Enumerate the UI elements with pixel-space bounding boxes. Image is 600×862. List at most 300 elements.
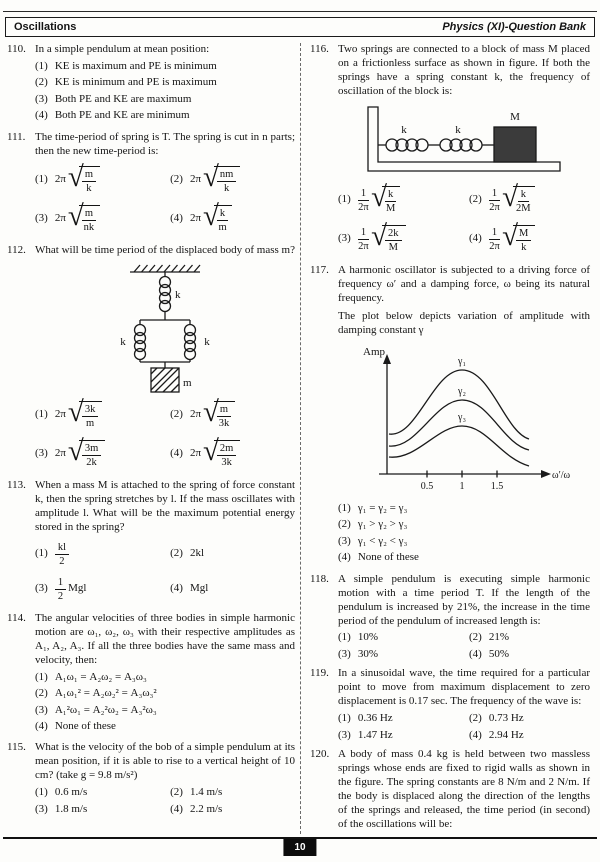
- fraction: [217, 169, 236, 194]
- question-body: [35, 131, 295, 239]
- question-text-2: The plot below depicts variation of amplitude with damping constant γ: [338, 309, 590, 336]
- question-112: [7, 244, 295, 474]
- option-content: [189, 395, 235, 430]
- question-number: 111.: [7, 130, 26, 143]
- question-body: [338, 264, 590, 568]
- option-label: (3): [35, 582, 48, 595]
- question-text: The time-period of spring is T. The spring is cut in n parts; then the new time-period is:: [35, 130, 295, 157]
- option-content: [190, 582, 208, 596]
- fraction-numerator: 1: [489, 188, 500, 201]
- fraction-denominator: 2M: [516, 202, 531, 214]
- option: [35, 704, 295, 718]
- option-text: 1.4 m/s: [189, 786, 223, 799]
- option-content: [54, 199, 100, 234]
- top-rule: [3, 11, 597, 12]
- option: [35, 577, 166, 602]
- question-body: [338, 573, 590, 663]
- option-content: [55, 671, 147, 685]
- radical-sign-icon: √: [67, 434, 84, 467]
- fraction: [82, 208, 96, 233]
- question-number: 120.: [310, 748, 330, 761]
- fraction-numerator: m: [82, 208, 96, 221]
- fraction: [358, 188, 369, 213]
- option-text: 30%: [357, 648, 378, 661]
- option-text: 2π: [54, 408, 66, 421]
- option-content: [55, 720, 116, 734]
- fraction: [385, 228, 402, 253]
- fraction-denominator: 2: [57, 590, 64, 602]
- option-text: 2kl: [189, 547, 204, 560]
- fraction-denominator: k: [224, 182, 230, 194]
- option: [338, 712, 465, 726]
- option: [35, 687, 295, 701]
- option-label: (3): [338, 729, 351, 742]
- option-label: (2): [170, 408, 183, 421]
- fraction: [82, 169, 96, 194]
- option-text: Mgl: [68, 582, 87, 595]
- option-text: 0.6 m/s: [54, 786, 88, 799]
- option-label: (2): [170, 547, 183, 560]
- left-column: [5, 43, 300, 834]
- option: [35, 720, 295, 734]
- option: [35, 60, 295, 74]
- option-label: (1): [338, 193, 351, 206]
- square-root: [203, 395, 235, 430]
- option-text: 0.73 Hz: [488, 712, 524, 725]
- option-text: γ₁ < γ₂ < γ₃: [357, 534, 408, 547]
- option-label: (1): [35, 173, 48, 186]
- option-text: None of these: [54, 719, 116, 732]
- radical-sign-icon: √: [67, 395, 84, 428]
- option-content: [55, 577, 87, 602]
- option-content: [489, 219, 536, 254]
- question-number: 117.: [310, 263, 329, 276]
- question-number: 114.: [7, 611, 26, 624]
- options: [35, 160, 295, 234]
- fraction-denominator: k: [86, 182, 92, 194]
- option: [170, 803, 295, 817]
- options: [338, 502, 590, 565]
- amplitude-damping-chart: [349, 342, 579, 497]
- fraction-numerator: k: [217, 208, 228, 221]
- fraction: [217, 443, 236, 468]
- fraction-numerator: k: [385, 189, 396, 202]
- square-root: [502, 219, 535, 254]
- right-column: [300, 43, 595, 834]
- question-110: [7, 43, 295, 126]
- option-content: [358, 219, 406, 254]
- option-label: (4): [469, 232, 482, 245]
- fraction: [82, 404, 99, 429]
- option-content: [189, 160, 240, 195]
- option-label: (1): [338, 712, 351, 725]
- option-content: [358, 648, 378, 662]
- question-text: In a sinusoidal wave, the time required for a particular point to move from maximum displacement to zero displacement is 0.17 sec. The frequency of the wave is:: [338, 667, 590, 708]
- option-text: A₁ω₁² = A₂ω₂² = A₃ω₃²: [54, 687, 157, 700]
- option: [338, 729, 465, 743]
- option-text: A₁ω₁ = A₂ω₂ = A₃ω₃: [54, 670, 147, 683]
- option-label: (1): [338, 631, 351, 644]
- square-root: [67, 395, 102, 430]
- fraction-numerator: 1: [55, 577, 66, 590]
- radical-sign-icon: √: [371, 180, 387, 213]
- option-text: 2π: [54, 212, 66, 225]
- question-116: [310, 43, 590, 259]
- option: [35, 786, 166, 800]
- option-label: (4): [469, 729, 482, 742]
- fraction-numerator: 3k: [82, 404, 99, 417]
- fraction: [217, 404, 231, 429]
- option-label: (3): [35, 803, 48, 816]
- radical-sign-icon: √: [67, 199, 84, 232]
- option-text: γ₁ = γ₂ = γ₃: [357, 501, 408, 514]
- radical-sign-icon: √: [203, 199, 219, 232]
- option-text: 0.36 Hz: [357, 712, 393, 725]
- figure-resonance-plot: [338, 342, 590, 497]
- spring-label-k-top: k: [175, 288, 181, 301]
- square-root: [371, 219, 405, 254]
- question-body: [35, 43, 295, 126]
- option: [469, 180, 590, 215]
- radical-sign-icon: √: [203, 160, 219, 193]
- x-tick-1: 1: [459, 480, 465, 492]
- option-label: (1): [338, 501, 351, 514]
- page-header: [5, 17, 595, 37]
- x-tick-0.5: 0.5: [420, 480, 434, 492]
- question-number: 116.: [310, 43, 329, 55]
- fraction-denominator: 2k: [86, 456, 97, 468]
- option-label: (4): [35, 109, 48, 122]
- option-label: (2): [469, 712, 482, 725]
- option: [469, 712, 590, 726]
- fraction-denominator: m: [218, 221, 227, 233]
- square-root: [203, 434, 240, 469]
- fraction: [358, 227, 369, 252]
- option-text: 2.94 Hz: [488, 729, 524, 742]
- fraction-numerator: m: [217, 404, 231, 417]
- question-body: [35, 244, 295, 474]
- spring-block-diagram: [352, 103, 577, 179]
- option-text: Both PE and KE are maximum: [54, 92, 192, 105]
- options: [35, 60, 295, 123]
- radical-sign-icon: √: [203, 395, 219, 428]
- figure-spring-block-horizontal: [338, 103, 590, 179]
- radical-sign-icon: √: [502, 180, 519, 213]
- question-body: [338, 667, 590, 743]
- option-label: (3): [35, 92, 48, 105]
- question-text: What is the velocity of the bob of a simple pendulum at its mean position, if it is able to rise to a vertical height of 10 cm? (take g = 9.8 m/s²): [35, 741, 295, 782]
- fraction-denominator: nk: [83, 221, 95, 233]
- option-content: [489, 180, 535, 215]
- option-text: KE is maximum and PE is minimum: [54, 59, 217, 72]
- option-content: [55, 542, 69, 567]
- option: [338, 631, 465, 645]
- question-number: 118.: [310, 572, 329, 585]
- fraction-numerator: 1: [489, 227, 500, 240]
- option-content: [358, 631, 378, 645]
- option-content: [189, 199, 232, 234]
- question-body: [35, 612, 295, 737]
- option-label: (3): [35, 703, 48, 716]
- option: [170, 577, 295, 602]
- options: [35, 786, 295, 817]
- fraction-numerator: 1: [358, 188, 369, 201]
- option: [35, 160, 166, 195]
- radical-sign-icon: √: [203, 434, 219, 467]
- option-text: None of these: [357, 551, 419, 564]
- option-label: (4): [170, 212, 183, 225]
- question-number: 115.: [7, 741, 26, 754]
- option: [35, 434, 166, 469]
- option-text: 10%: [357, 631, 378, 644]
- options: [338, 712, 590, 743]
- fraction: [489, 227, 500, 252]
- question-body: [338, 748, 590, 832]
- page-number: 10: [283, 839, 316, 856]
- option-content: [54, 395, 102, 430]
- fraction-numerator: 2k: [385, 228, 402, 241]
- option-label: (4): [170, 447, 183, 460]
- option-content: [489, 712, 524, 726]
- option-label: (2): [35, 76, 48, 89]
- option-text: 2π: [54, 447, 66, 460]
- fraction-numerator: k: [518, 189, 529, 202]
- question-number: 110.: [7, 43, 26, 55]
- fraction-denominator: m: [85, 417, 95, 429]
- fraction: [55, 542, 69, 567]
- option-label: (2): [469, 631, 482, 644]
- option: [469, 631, 590, 645]
- question-body: [338, 43, 590, 259]
- option: [469, 219, 590, 254]
- figure-spring-system-vertical: [35, 262, 295, 394]
- fraction-numerator: 1: [358, 227, 369, 240]
- fraction: [55, 577, 66, 602]
- option: [170, 160, 295, 195]
- fraction-denominator: 2π: [358, 201, 369, 213]
- option-text: 1.47 Hz: [357, 729, 393, 742]
- fraction: [489, 188, 500, 213]
- question-118: [310, 573, 590, 663]
- spring-label-k-right: k: [204, 335, 210, 348]
- square-root: [67, 160, 100, 195]
- question-number: 119.: [310, 667, 329, 680]
- square-root: [502, 180, 535, 215]
- option-text: 1.8 m/s: [54, 803, 88, 816]
- option-content: [54, 434, 105, 469]
- option-text: 2π: [189, 173, 201, 186]
- spring-label-k-2: k: [454, 123, 461, 136]
- option-text: 21%: [488, 631, 510, 644]
- option-content: [358, 535, 408, 549]
- option-text: 50%: [488, 648, 510, 661]
- fraction-denominator: M: [385, 202, 396, 214]
- fraction: [516, 228, 531, 253]
- question-119: [310, 667, 590, 743]
- option-text: A₁²ω₁ = A₂²ω₂ = A₃²ω₃: [54, 703, 157, 716]
- option-label: (1): [35, 408, 48, 421]
- option-label: (1): [35, 59, 48, 72]
- option-content: [358, 729, 393, 743]
- option: [170, 542, 295, 567]
- option: [35, 109, 295, 123]
- question-body: [35, 479, 295, 607]
- radical-sign-icon: √: [67, 160, 84, 193]
- curve-label-gamma1: γ₁: [458, 355, 466, 367]
- option-label: (3): [338, 648, 351, 661]
- option: [338, 535, 590, 549]
- fraction-numerator: M: [516, 228, 531, 241]
- option-label: (1): [35, 786, 48, 799]
- option-content: [55, 109, 190, 123]
- square-root: [203, 160, 240, 195]
- option-content: [358, 518, 408, 532]
- radical-sign-icon: √: [371, 219, 387, 252]
- x-axis-label: ω′/ω: [552, 469, 571, 481]
- option-text: Both PE and KE are minimum: [54, 109, 190, 122]
- option: [338, 551, 590, 565]
- x-tick-1.5: 1.5: [490, 480, 504, 492]
- option-content: [189, 434, 240, 469]
- fraction-numerator: kl: [55, 542, 69, 555]
- options: [338, 631, 590, 662]
- option-content: [489, 729, 524, 743]
- square-root: [67, 434, 105, 469]
- spring-label-k-1: k: [400, 123, 407, 136]
- question-114: [7, 612, 295, 737]
- option-content: [55, 786, 87, 800]
- options: [338, 180, 590, 254]
- options: [35, 671, 295, 734]
- option: [338, 180, 465, 215]
- question-text: Two springs are connected to a block of mass M placed on a frictionless surface as shown in figure. If both the springs have a spring constant k, the frequency of oscillation of the block is:: [338, 43, 590, 97]
- option-label: (2): [170, 173, 183, 186]
- option: [469, 648, 590, 662]
- option-label: (3): [338, 534, 351, 547]
- option-label: (1): [35, 670, 48, 683]
- option-content: [55, 687, 157, 701]
- option: [170, 395, 295, 430]
- question-text: A harmonic oscillator is subjected to a driving force of frequency ω′ and a damping force, ω being its natural frequency.: [338, 263, 590, 304]
- question-text: A simple pendulum is executing simple harmonic motion with a time period T. If the length of the pendulum is increased by 21%, the increase in the time period of the pendulum of increased length is:: [338, 572, 590, 627]
- option-label: (3): [338, 232, 351, 245]
- book-title: Physics (XI)-Question Bank: [442, 21, 586, 33]
- fraction-denominator: M: [388, 241, 398, 253]
- spring-mass-diagram: [90, 262, 240, 394]
- option-content: [489, 631, 509, 645]
- fraction-denominator: 2: [59, 555, 65, 567]
- fraction: [82, 443, 101, 468]
- option: [469, 729, 590, 743]
- option-label: (4): [338, 551, 351, 564]
- option-text: 2π: [189, 447, 201, 460]
- block-label-M: M: [509, 110, 520, 123]
- option-content: [55, 93, 192, 107]
- square-root: [203, 199, 232, 234]
- square-root: [67, 199, 100, 234]
- question-113: [7, 479, 295, 607]
- option-content: [358, 712, 393, 726]
- option: [338, 219, 465, 254]
- option-text: KE is minimum and PE is maximum: [54, 76, 217, 89]
- option-label: (2): [35, 687, 48, 700]
- two-column-layout: [5, 43, 595, 834]
- question-115: [7, 741, 295, 817]
- option: [35, 803, 166, 817]
- option-label: (3): [35, 212, 48, 225]
- option-content: [55, 803, 87, 817]
- option-content: [489, 648, 509, 662]
- question-text: What will be time period of the displaced body of mass m?: [35, 243, 295, 256]
- option: [170, 199, 295, 234]
- option-label: (2): [469, 193, 482, 206]
- option-content: [358, 502, 408, 516]
- option-content: [358, 180, 400, 215]
- option-content: [55, 60, 217, 74]
- option-content: [55, 704, 157, 718]
- mass-label-m: m: [183, 376, 192, 389]
- curve-label-gamma3: γ₃: [458, 411, 466, 423]
- fraction-denominator: 3k: [218, 417, 230, 429]
- option-label: (4): [469, 648, 482, 661]
- option-content: [190, 547, 204, 561]
- option-text: 2π: [189, 212, 201, 225]
- question-body: [35, 741, 295, 817]
- option: [338, 648, 465, 662]
- option: [35, 199, 166, 234]
- question-number: 112.: [7, 243, 26, 256]
- spring-label-k-left: k: [120, 335, 126, 348]
- option-label: (4): [170, 582, 183, 595]
- option-label: (1): [35, 547, 48, 560]
- question-text: The angular velocities of three bodies in simple harmonic motion are ω₁, ω₂, ω₃ with their respective amplitudes as A₁, A₂, A₃. If all the three bodies have the same mass and velocity, then:: [35, 611, 295, 666]
- option-content: [190, 803, 222, 817]
- fraction-numerator: 3m: [82, 443, 101, 456]
- fraction-denominator: 2π: [489, 240, 500, 252]
- square-root: [371, 180, 400, 215]
- y-axis-label: Amp: [363, 345, 385, 358]
- question-117: [310, 264, 590, 568]
- option-text: Mgl: [189, 582, 209, 595]
- option-text: 2π: [54, 173, 66, 186]
- option: [35, 395, 166, 430]
- options: [35, 395, 295, 469]
- option-text: 2.2 m/s: [189, 803, 223, 816]
- question-number: 113.: [7, 478, 26, 491]
- option-content: [54, 160, 100, 195]
- option-content: [358, 551, 419, 565]
- option: [338, 502, 590, 516]
- question-text: A body of mass 0.4 kg is held between two massless springs whose ends are fixed to rigid walls as shown in the figure. The spring constants are 8 N/m and 2 N/m. If the body is displaced along the direction of the lengths of the springs and released, the time period (in second) of the oscillations will be:: [338, 748, 590, 831]
- fraction: [516, 189, 531, 214]
- question-111: [7, 131, 295, 239]
- chapter-title: Oscillations: [14, 21, 77, 33]
- fraction-denominator: 2π: [489, 201, 500, 213]
- fraction-denominator: 3k: [221, 456, 232, 468]
- option-label: (3): [35, 447, 48, 460]
- option: [35, 671, 295, 685]
- option-label: (2): [338, 518, 351, 531]
- option: [338, 518, 590, 532]
- option-label: (2): [170, 786, 183, 799]
- fraction-denominator: 2π: [358, 240, 369, 252]
- question-120: [310, 748, 590, 832]
- option-label: (4): [35, 719, 48, 732]
- options: [35, 542, 295, 602]
- option-content: [190, 786, 222, 800]
- fraction-numerator: m: [82, 169, 96, 182]
- question-text: In a simple pendulum at mean position:: [35, 43, 210, 55]
